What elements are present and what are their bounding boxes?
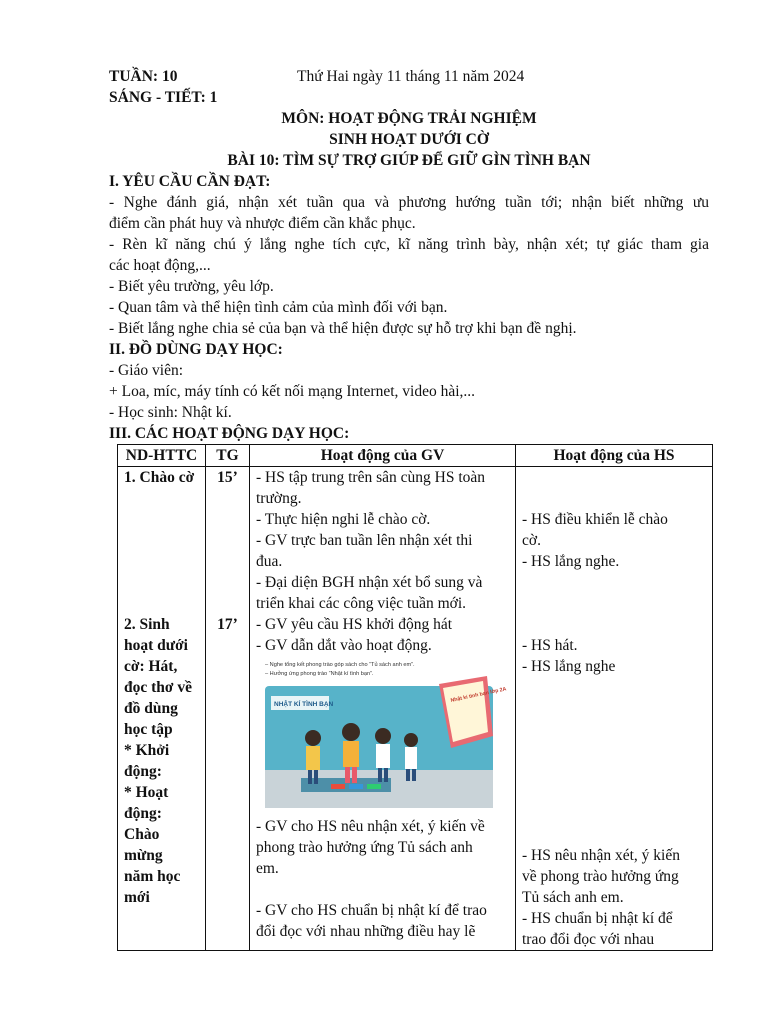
col-header-content: ND-HTTC [118, 445, 206, 467]
topic-title: SINH HOẠT DƯỚI CỜ [329, 131, 489, 148]
hs-line: - HS hát. [522, 637, 578, 654]
header-row [109, 66, 709, 87]
books-pile [331, 784, 381, 789]
section-1-line: - Biết lắng nghe chia sẻ của bạn và thể hiện được sự hỗ trợ khi bạn đề nghị. [109, 320, 577, 337]
illustration-caption-2: – Hưởng ứng phong trào “Nhật kí tình bạn”. [265, 671, 374, 677]
session-label: SÁNG - TIẾT: 1 [109, 89, 218, 106]
row-2-content-line: đồ dùng [124, 700, 178, 717]
hs-line: về phong trào hưởng ứng [522, 868, 679, 885]
gv-line: - Thực hiện nghi lễ chào cờ. [256, 511, 431, 528]
hs-line: - HS lắng nghe. [522, 553, 620, 570]
gv-line: triển khai các công việc tuần mới. [256, 595, 467, 612]
gv-line: - GV yêu cầu HS khởi động hát [256, 616, 453, 633]
subject-title: MÔN: HOẠT ĐỘNG TRẢI NGHIỆM [281, 110, 537, 127]
gv-line: - GV cho HS chuẩn bị nhật kí để trao [256, 902, 487, 919]
row-2-content-line: 2. Sinh [124, 616, 170, 633]
section-1-line: điểm cần phát huy và nhược điểm cần khắc phục. [109, 215, 416, 232]
col-header-student: Hoạt động của HS [516, 445, 713, 467]
hs-line: - HS điều khiển lễ chào [522, 511, 668, 528]
gv-line: phong trào hưởng ứng Tủ sách anh [256, 839, 473, 856]
illustration-caption-1: – Nghe tổng kết phong trào góp sách cho “Tủ sách anh em”. [265, 662, 415, 668]
col-header-time: TG [206, 445, 250, 467]
hs-line [522, 467, 706, 488]
table-row [118, 467, 713, 951]
hs-line: - HS chuẩn bị nhật kí để [522, 910, 673, 927]
hs-line: trao đổi đọc với nhau [522, 931, 655, 948]
hs-line: Tủ sách anh em. [522, 889, 624, 906]
gv-line: đua. [256, 553, 283, 570]
row-2-content-line: hoạt dưới [124, 637, 188, 654]
teacher-activity-cell [250, 467, 516, 951]
gv-line: - HS tập trung trên sân cùng HS toàn [256, 469, 486, 486]
lesson-plan-page [109, 66, 709, 444]
section-2-title: II. ĐỒ DÙNG DẠY HỌC: [109, 341, 283, 358]
row-2-content-line: * Hoạt [124, 784, 169, 801]
section-1-line: - Rèn kĩ năng chú ý lắng nghe tích cực, kĩ năng trình bày, nhận xét; tự giác tham gia [109, 236, 709, 253]
content-cell [118, 467, 206, 951]
row-2-content-line: cờ: Hát, [124, 658, 178, 675]
col-header-teacher: Hoạt động của GV [250, 445, 516, 467]
row-1-content: 1. Chào cờ [124, 469, 195, 486]
row-1-time: 15’ [217, 469, 238, 486]
section-2-line: + Loa, míc, máy tính có kết nối mạng Internet, video hài,... [109, 383, 476, 400]
row-2-content-line: động: [124, 763, 162, 780]
section-1-title: I. YÊU CẦU CẦN ĐẠT: [109, 173, 271, 190]
gv-line: - GV trực ban tuần lên nhận xét thi [256, 532, 473, 549]
row-2-content-line: năm học [124, 868, 181, 885]
student-activity-cell [516, 467, 713, 951]
row-2-content-line: đọc thơ về [124, 679, 192, 696]
section-1-line: - Biết yêu trường, yêu lớp. [109, 278, 274, 295]
gv-line: em. [256, 860, 279, 877]
gv-line: - Đại diện BGH nhận xét bổ sung và [256, 574, 483, 591]
hs-line: cờ. [522, 532, 541, 549]
hs-line: - HS nêu nhận xét, ý kiến [522, 847, 680, 864]
gv-line: - GV dẫn dắt vào hoạt động. [256, 637, 432, 654]
hs-line: - HS lắng nghe [522, 658, 616, 675]
activities-table [117, 444, 713, 951]
section-3-title: III. CÁC HOẠT ĐỘNG DẠY HỌC: [109, 425, 350, 442]
row-2-time: 17’ [217, 616, 238, 633]
section-1-line: - Quan tâm và thể hiện tình cảm của mình đối với bạn. [109, 299, 448, 316]
gv-line: đổi đọc với nhau những điều hay lẽ [256, 923, 476, 940]
section-1-line: các hoạt động,... [109, 257, 211, 274]
illustration-banner: NHẬT KÍ TÌNH BẠN [274, 701, 334, 708]
lesson-title: BÀI 10: TÌM SỰ TRỢ GIÚP ĐỂ GIỮ GÌN TÌNH BẠN [227, 152, 591, 169]
table-header-row [118, 445, 713, 467]
hs-line [522, 614, 706, 635]
row-2-content-line: * Khởi [124, 742, 170, 759]
row-2-content-line: động: [124, 805, 162, 822]
row-2-content-line: Chào [124, 826, 160, 843]
nhat-ki-tinh-ban-illustration [261, 658, 507, 810]
row-2-content-line: mừng [124, 847, 163, 864]
row-2-content-line: học tập [124, 721, 173, 738]
time-cell [206, 467, 250, 951]
date-label: Thứ Hai ngày 11 tháng 11 năm 2024 [297, 68, 525, 85]
gv-line: trường. [256, 490, 302, 507]
week-label: TUẦN: 10 [109, 68, 178, 85]
gv-line: - GV cho HS nêu nhận xét, ý kiến về [256, 818, 485, 835]
hs-line [522, 488, 706, 509]
gv-line [256, 879, 509, 900]
section-2-line: - Giáo viên: [109, 362, 184, 379]
book-title: Nhật kí tình bạn lớp 2A [450, 686, 507, 704]
section-2-line: - Học sinh: Nhật kí. [109, 404, 232, 421]
section-1-line: - Nghe đánh giá, nhận xét tuần qua và phương hướng tuần tới; nhận biết những ưu [109, 194, 709, 211]
row-2-content-line: mới [124, 889, 150, 906]
